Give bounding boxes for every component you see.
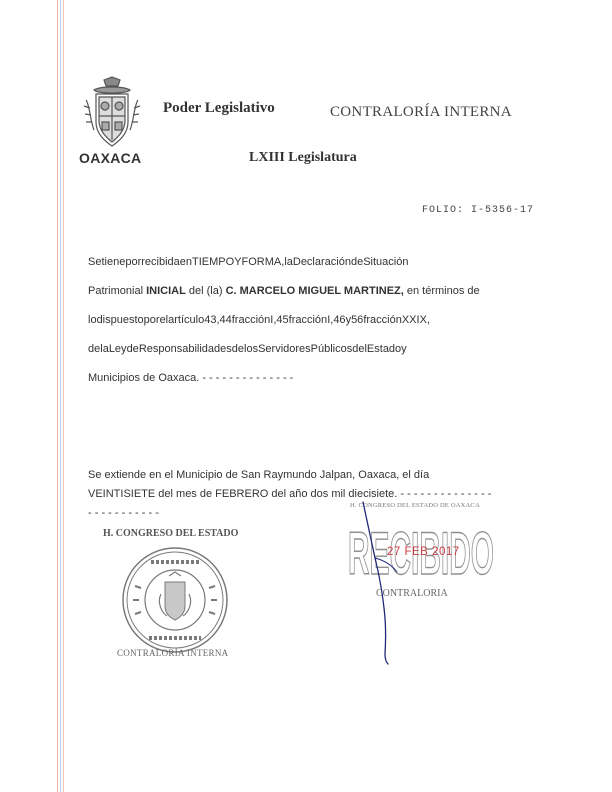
word: y — [401, 343, 407, 355]
word: Públicos — [310, 343, 353, 355]
paragraph-line — [88, 277, 522, 306]
paragraph-line — [88, 248, 522, 277]
word: de — [350, 256, 364, 268]
word: por — [143, 314, 160, 326]
contraloria-interna-heading: CONTRALORÍA INTERNA — [330, 104, 512, 120]
poder-legislativo-heading: Poder Legislativo — [163, 100, 275, 116]
paragraph-line: VEINTISIETE del mes de FEBRERO del año dos mil diecisiete. - - - - - - - - - - - - - - — [88, 488, 492, 500]
word: Ley — [108, 343, 127, 355]
word: Estado — [366, 343, 402, 355]
folio-number: FOLIO: I-5356-17 — [422, 205, 535, 216]
word: 56 — [351, 314, 364, 326]
declaration-type: INICIAL — [146, 285, 186, 297]
paragraph-line — [88, 306, 522, 335]
word: artículo — [168, 314, 205, 326]
legislatura-heading: LXIII Legislatura — [249, 150, 357, 165]
declarant-name: C. MARCELO MIGUEL MARTINEZ, — [225, 285, 404, 297]
word: 44 — [219, 314, 232, 326]
word: FORMA, — [241, 256, 285, 268]
word: la — [284, 256, 293, 268]
word: Se — [88, 256, 102, 268]
word: Y — [234, 256, 242, 268]
received-stamp-word: RECIBIDO — [348, 520, 494, 587]
oaxaca-label: OAXACA — [79, 150, 142, 166]
paragraph-line: Se extiende en el Municipio de San Raymundo Jalpan, Oaxaca, el día — [88, 469, 430, 481]
word: TIEMPO — [192, 256, 235, 268]
word: Servidores — [258, 343, 311, 355]
word: 43, — [204, 314, 220, 326]
word: Situación — [363, 256, 409, 268]
word: recibida — [141, 256, 180, 268]
word: fracción — [231, 314, 271, 326]
word: lo — [88, 314, 97, 326]
word: I, — [270, 314, 277, 326]
right-stamp-bottom-text: CONTRALORIA — [376, 588, 448, 599]
word: Declaración — [292, 256, 351, 268]
text-fragment: del (la) — [188, 285, 223, 297]
word: de — [126, 343, 139, 355]
word: la — [100, 343, 109, 355]
word: I, — [327, 314, 334, 326]
word: fracción — [288, 314, 328, 326]
paragraph-line: - - - - - - - - - - - — [88, 507, 159, 519]
word: tiene — [101, 256, 126, 268]
word: fracción — [363, 314, 402, 326]
word: por — [125, 256, 142, 268]
margin-line-blue — [60, 0, 61, 792]
word: XXIX, — [401, 314, 430, 326]
margin-line-red — [57, 0, 58, 792]
text-fragment: Patrimonial — [88, 285, 144, 297]
handwritten-signature — [355, 500, 415, 665]
word: dispuesto — [96, 314, 144, 326]
word: del — [352, 343, 367, 355]
word: de — [88, 343, 101, 355]
word: el — [159, 314, 169, 326]
received-date: 27 FEB 2017 — [387, 546, 460, 558]
oaxaca-crest-logo — [82, 76, 142, 148]
word: 45 — [276, 314, 289, 326]
left-stamp-bottom-text: CONTRALORÍA INTERNA — [117, 648, 229, 658]
paragraph-line: Municipios de Oaxaca. - - - - - - - - - - - - - - — [88, 372, 294, 384]
left-stamp-top-text: H. CONGRESO DEL ESTADO — [103, 528, 239, 539]
word: en — [179, 256, 193, 268]
word: 46 — [333, 314, 346, 326]
word: Responsabilidades — [138, 343, 232, 355]
word: de — [231, 343, 245, 355]
declaration-paragraph — [88, 248, 522, 393]
text-fragment: en términos de — [406, 285, 480, 297]
right-stamp-top-text: H. CONGRESO DEL ESTADO DE OAXACA — [350, 502, 480, 509]
word: y — [345, 314, 352, 326]
paragraph-line — [88, 335, 522, 364]
word: los — [244, 343, 259, 355]
margin-line-pink — [63, 0, 64, 792]
state-seal-stamp — [121, 546, 229, 654]
